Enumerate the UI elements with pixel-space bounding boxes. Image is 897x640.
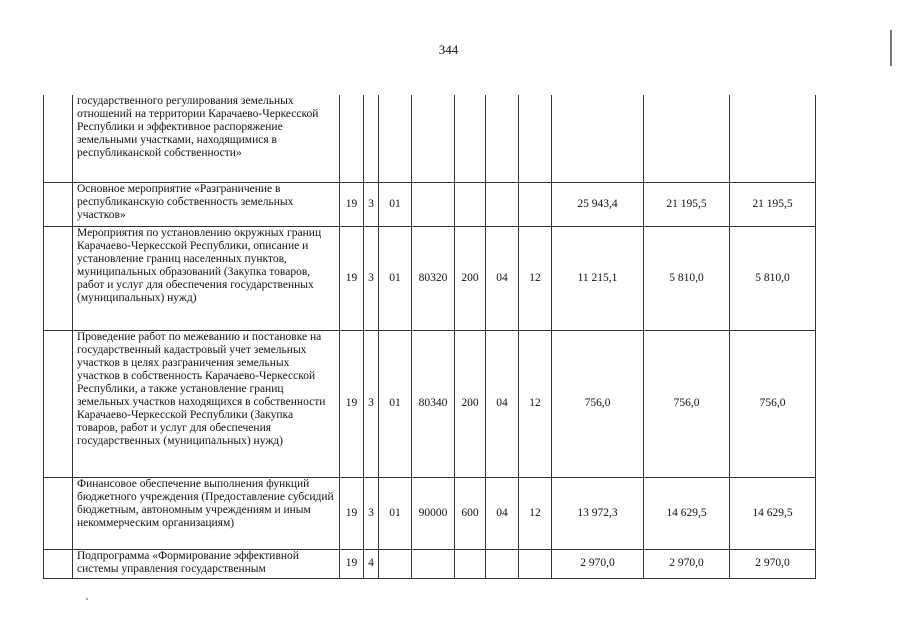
code-expense-type: [455, 95, 486, 182]
amount-year-1: 756,0: [552, 330, 644, 477]
code-expense-type: [455, 549, 486, 578]
code-expense-type: 200: [455, 226, 486, 330]
code-section: [486, 549, 519, 578]
amount-year-1: 25 943,4: [552, 182, 644, 226]
code-expense-type: 600: [455, 477, 486, 549]
amount-year-3: 21 195,5: [730, 182, 816, 226]
table-row: [44, 549, 816, 578]
amount-year-2: 14 629,5: [644, 477, 730, 549]
code-section: [486, 182, 519, 226]
amount-year-2: 5 810,0: [644, 226, 730, 330]
code-subsection: 12: [519, 330, 552, 477]
code-subprogram: [364, 95, 379, 182]
code-program: 19: [340, 226, 364, 330]
amount-year-2: 21 195,5: [644, 182, 730, 226]
table-row: [44, 330, 816, 477]
blank-cell: [44, 549, 73, 578]
amount-year-3: [730, 95, 816, 182]
code-subprogram: 3: [364, 226, 379, 330]
code-subprogram: 3: [364, 330, 379, 477]
row-description: Мероприятия по установлению окружных границ Карачаево-Черкесской Республики, описание и установление границ населенных пунктов, муниципальных образований (Закупка товаров, работ и услуг для обеспечения государственных (муниципальных) нужд): [73, 226, 340, 330]
code-event: 01: [379, 477, 412, 549]
row-description: Проведение работ по межеванию и постановке на государственный кадастровый учет земельных участков в целях разграничения земельных участков в собственность Карачаево-Черкесской Республики, а также установление границ земельных участков находящихся в собственности Карачаево-Черкесской Республики (Закупка товаров, работ и услуг для обеспечения государственных (муниципальных) нужд): [73, 330, 340, 477]
blank-cell: [44, 330, 73, 477]
blank-cell: [44, 182, 73, 226]
code-direction: [412, 182, 455, 226]
code-event: [379, 95, 412, 182]
code-subsection: 12: [519, 226, 552, 330]
amount-year-2: [644, 95, 730, 182]
row-description: Основное мероприятие «Разграничение в республиканскую собственность земельных участков»: [73, 182, 340, 226]
table-row: [44, 95, 816, 182]
code-section: 04: [486, 477, 519, 549]
table-row: [44, 182, 816, 226]
page-number: 344: [438, 42, 459, 57]
scan-edge-mark: [890, 30, 892, 66]
code-subsection: [519, 549, 552, 578]
code-event: 01: [379, 330, 412, 477]
code-direction: 80320: [412, 226, 455, 330]
amount-year-2: 756,0: [644, 330, 730, 477]
budget-table: [43, 95, 816, 579]
blank-cell: [44, 477, 73, 549]
code-expense-type: [455, 182, 486, 226]
code-direction: [412, 95, 455, 182]
code-program: 19: [340, 477, 364, 549]
code-event: 01: [379, 182, 412, 226]
amount-year-1: 2 970,0: [552, 549, 644, 578]
code-subprogram: 3: [364, 182, 379, 226]
code-section: 04: [486, 226, 519, 330]
row-description: Финансовое обеспечение выполнения функций бюджетного учреждения (Предоставление субсидий бюджетным, автономным учреждениям и иным некоммерческим организациям): [73, 477, 340, 549]
blank-cell: [44, 226, 73, 330]
code-program: [340, 95, 364, 182]
amount-year-2: 2 970,0: [644, 549, 730, 578]
amount-year-1: 13 972,3: [552, 477, 644, 549]
table-row: [44, 226, 816, 330]
amount-year-3: 5 810,0: [730, 226, 816, 330]
blank-cell: [44, 95, 73, 182]
scan-speck: [86, 598, 88, 600]
code-direction: 80340: [412, 330, 455, 477]
amount-year-3: 756,0: [730, 330, 816, 477]
amount-year-3: 2 970,0: [730, 549, 816, 578]
amount-year-3: 14 629,5: [730, 477, 816, 549]
code-program: 19: [340, 182, 364, 226]
amount-year-1: 11 215,1: [552, 226, 644, 330]
row-description: государственного регулирования земельных отношений на территории Карачаево-Черкесской Республики и эффективное распоряжение земельными участками, находящимися в республиканской собственности»: [73, 95, 340, 182]
amount-year-1: [552, 95, 644, 182]
code-section: [486, 95, 519, 182]
code-subsection: [519, 182, 552, 226]
code-expense-type: 200: [455, 330, 486, 477]
code-subsection: 12: [519, 477, 552, 549]
row-description: Подпрограмма «Формирование эффективной системы управления государственным: [73, 549, 340, 578]
code-event: 01: [379, 226, 412, 330]
table-row: [44, 477, 816, 549]
code-section: 04: [486, 330, 519, 477]
code-program: 19: [340, 330, 364, 477]
code-direction: [412, 549, 455, 578]
code-subprogram: 4: [364, 549, 379, 578]
code-subprogram: 3: [364, 477, 379, 549]
code-subsection: [519, 95, 552, 182]
code-event: [379, 549, 412, 578]
code-direction: 90000: [412, 477, 455, 549]
code-program: 19: [340, 549, 364, 578]
